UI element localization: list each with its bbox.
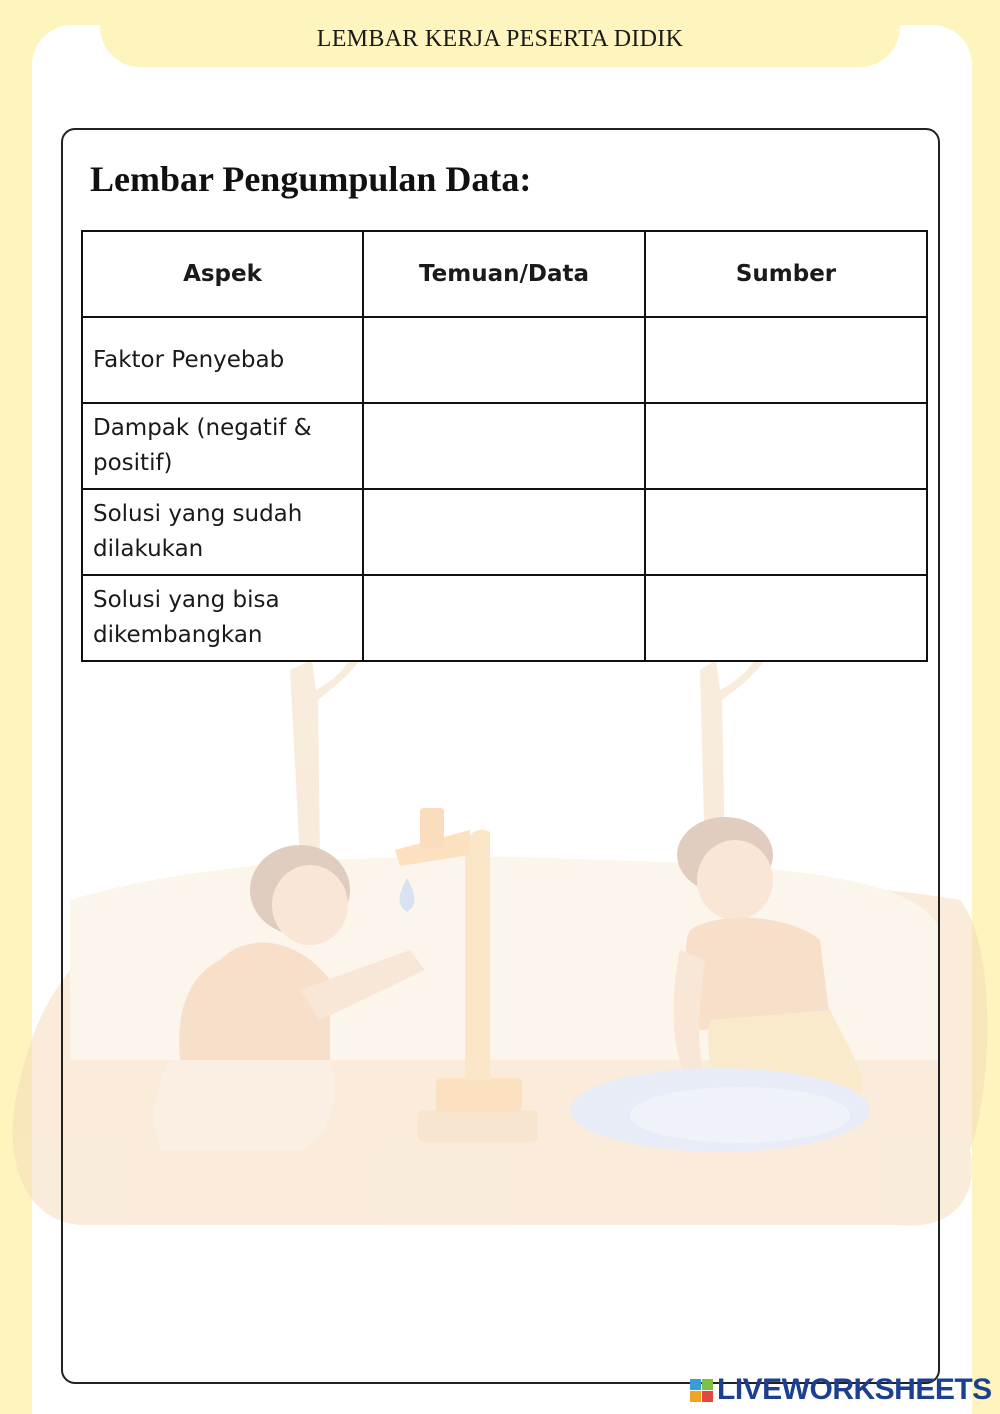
aspect-cell: Dampak (negatif & positif): [82, 403, 363, 489]
aspect-cell: Faktor Penyebab: [82, 317, 363, 403]
column-header-finding: Temuan/Data: [363, 231, 645, 317]
column-header-source: Sumber: [645, 231, 927, 317]
table-row: [82, 403, 927, 489]
liveworksheets-logo-icon: [690, 1379, 713, 1402]
card-title: Lembar Pengumpulan Data:: [90, 159, 532, 199]
aspect-cell: Solusi yang sudah dilakukan: [82, 489, 363, 575]
table-row: [82, 575, 927, 661]
page-header-title: LEMBAR KERJA PESERTA DIDIK: [316, 26, 684, 52]
finding-input-cell[interactable]: [363, 403, 645, 489]
source-input-cell[interactable]: [645, 575, 927, 661]
table-row: [82, 317, 927, 403]
source-input-cell[interactable]: [645, 403, 927, 489]
column-header-aspect: Aspek: [82, 231, 363, 317]
brand-text: LIVEWORKSHEETS: [717, 1373, 992, 1406]
table-row: [82, 489, 927, 575]
source-input-cell[interactable]: [645, 489, 927, 575]
liveworksheets-brand[interactable]: [690, 1374, 992, 1406]
finding-input-cell[interactable]: [363, 489, 645, 575]
finding-input-cell[interactable]: [363, 575, 645, 661]
source-input-cell[interactable]: [645, 317, 927, 403]
aspect-cell: Solusi yang bisa dikembangkan: [82, 575, 363, 661]
data-collection-table: [81, 230, 928, 662]
table-header-row: [82, 231, 927, 317]
finding-input-cell[interactable]: [363, 317, 645, 403]
